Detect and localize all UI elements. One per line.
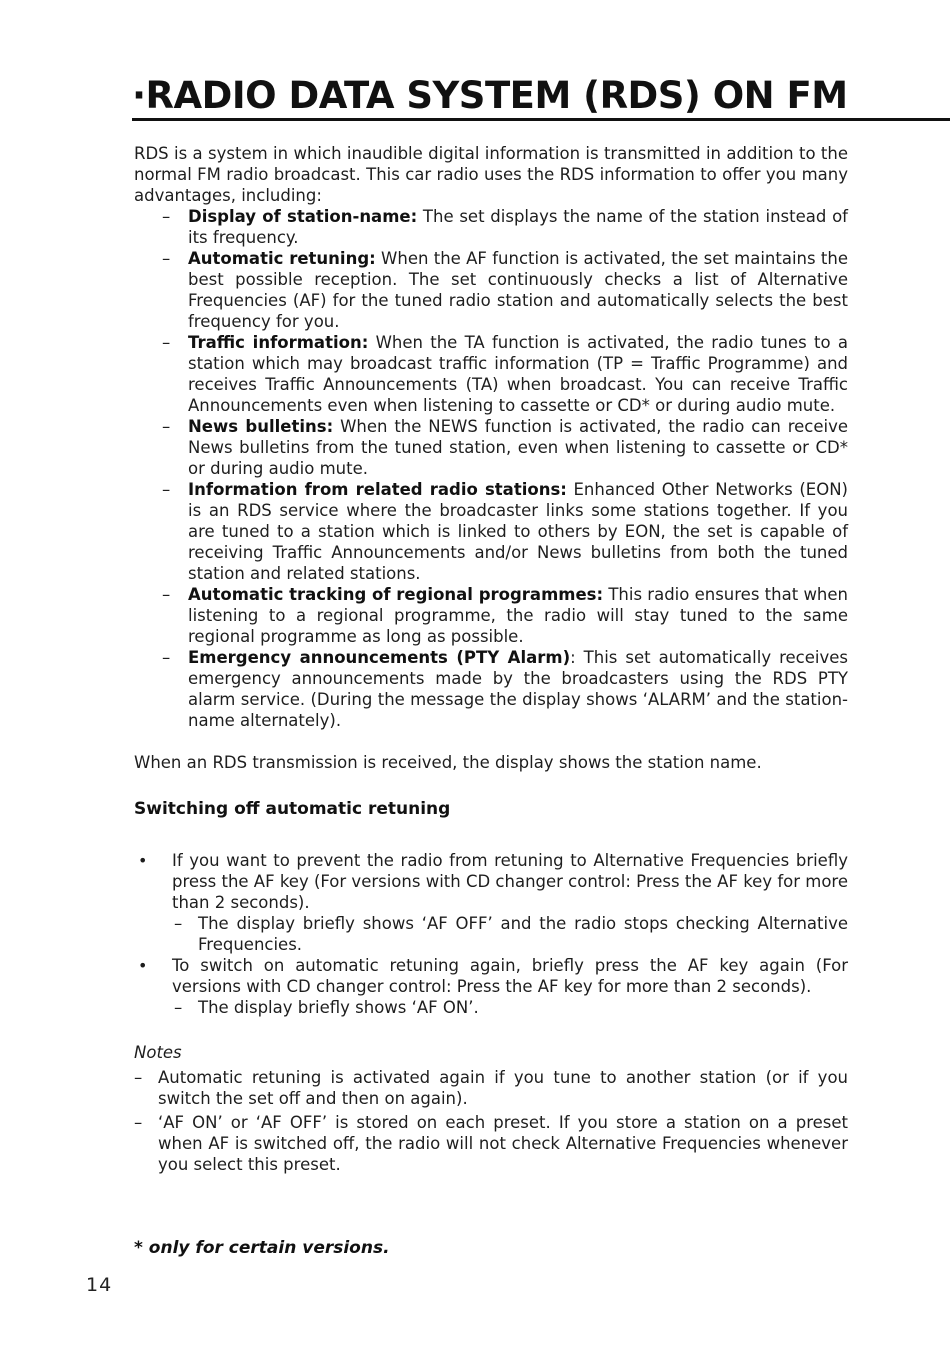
feature-term: Emergency announcements (PTY Alarm) — [188, 648, 571, 667]
notes-heading: Notes — [134, 1043, 182, 1062]
feature-item — [188, 332, 848, 416]
step-result-list — [172, 913, 848, 955]
intro-paragraph: RDS is a system in which inaudible digital information is transmitted in addition to the normal FM radio broadcast. This car radio uses the RDS information to offer you many advantages, including: — [134, 144, 848, 205]
instruction-step — [172, 850, 848, 955]
notes-list — [134, 1067, 848, 1175]
feature-list — [134, 206, 848, 731]
feature-term: Display of station-name: — [188, 207, 418, 226]
page-title: ·RADIO DATA SYSTEM (RDS) ON FM — [132, 74, 848, 117]
feature-text: This radio ensures that when listening to a regional programme, the radio will stay tuned to the same regional programme as long as possible. — [188, 585, 849, 646]
page-header — [132, 74, 950, 118]
feature-term: Automatic tracking of regional programmes: — [188, 585, 604, 604]
feature-item — [188, 206, 848, 248]
feature-text: When the AF function is activated, the set maintains the best possible reception. The set continuously checks a list of Alternative Frequencies (AF) for the tuned radio station and automatically selects the best frequency for you. — [188, 249, 848, 331]
section-heading: Switching off automatic retuning — [134, 799, 451, 819]
feature-item — [188, 647, 848, 731]
feature-text: When the NEWS function is activated, the radio can receive News bulletins from the tuned station, even when listening to cassette or CD* or during audio mute. — [188, 417, 848, 478]
step-result: – The display briefly shows ‘AF OFF’ and the radio stops checking Alternative Frequencies. — [198, 913, 848, 955]
step-result-list — [172, 997, 848, 1018]
step-text: If you want to prevent the radio from retuning to Alternative Frequencies briefly press the AF key (For versions with CD changer control: Press the AF key for more than 2 seconds). — [172, 851, 848, 912]
feature-item — [188, 479, 848, 584]
step-result: – The display briefly shows ‘AF ON’. — [198, 997, 848, 1018]
feature-term: Traffic information: — [188, 333, 369, 352]
instruction-list — [134, 850, 848, 1018]
page-number: 14 — [86, 1274, 113, 1296]
feature-item — [188, 416, 848, 479]
page-body — [134, 143, 848, 1178]
note-item: – Automatic retuning is activated again if you tune to another station (or if you switch the set off and then on again). — [158, 1067, 848, 1109]
instruction-step — [172, 955, 848, 1018]
feature-term: News bulletins: — [188, 417, 334, 436]
footnote: * only for certain versions. — [134, 1238, 390, 1258]
feature-text: : This set automatically receives emergency announcements made by the broadcasters using the RDS PTY alarm service. (During the message the display shows ‘ALARM’ and the station-name alternately). — [188, 648, 848, 730]
summary-paragraph: When an RDS transmission is received, the display shows the station name. — [134, 753, 762, 772]
feature-text: The set displays the name of the station instead of its frequency. — [188, 207, 848, 247]
feature-text: When the TA function is activated, the radio tunes to a station which may broadcast traffic information (TP = Traffic Programme) and receives Traffic Announcements (TA) when broadcast. You can receive Traffic Announcements even when listening to cassette or CD* or during audio mute. — [188, 333, 848, 415]
step-text: To switch on automatic retuning again, briefly press the AF key again (For versions with CD changer control: Press the AF key for more than 2 seconds). — [172, 956, 848, 996]
feature-item — [188, 584, 848, 647]
title-underline — [132, 118, 950, 121]
feature-term: Information from related radio stations: — [188, 480, 567, 499]
feature-item — [188, 248, 848, 332]
feature-text: Enhanced Other Networks (EON) is an RDS service where the broadcaster links some stations together. If you are tuned to a station which is linked to others by EON, the set is capable of receiving Traffic Announcements and/or News bulletins from both the tuned station and related stations. — [188, 480, 848, 583]
note-item: – ‘AF ON’ or ‘AF OFF’ is stored on each preset. If you store a station on a preset when AF is switched off, the radio will not check Alternative Frequencies whenever you select this preset. — [158, 1112, 848, 1175]
feature-term: Automatic retuning: — [188, 249, 376, 268]
